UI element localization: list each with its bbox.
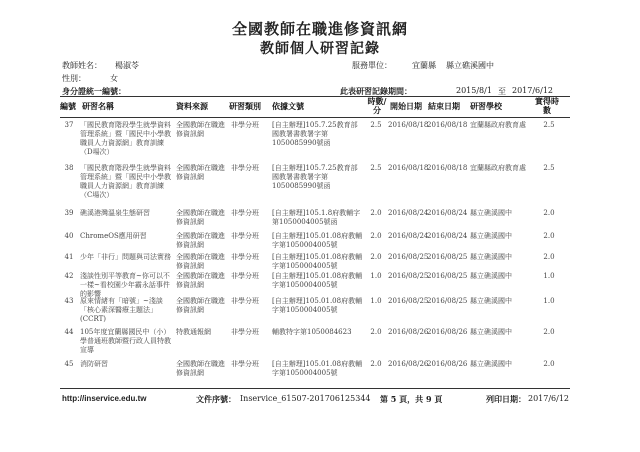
row-end: 2016/08/25 [427, 272, 468, 280]
row-end: 2016/08/25 [427, 297, 468, 305]
row-source: 全國教師在職進修資訊網 [176, 232, 225, 249]
row-hours: 2.0 [370, 253, 382, 261]
period-from: 2015/8/1 [456, 86, 492, 95]
row-category: 非學分班 [231, 232, 259, 240]
row-hours: 2.0 [370, 232, 382, 240]
row-end: 2016/08/24 [427, 209, 468, 217]
row-course: 少年「非行」問題與司法實務 [80, 253, 171, 261]
print-value: 2017/6/12 [528, 394, 570, 403]
row-document: [自主辦理]105.1.8府教輔字第1050004005號函 [272, 209, 361, 226]
row-start: 2016/08/25 [388, 297, 429, 305]
row-hours: 1.0 [370, 297, 382, 305]
row-actual: 2.0 [543, 328, 555, 336]
col-hours: 時數/分 [367, 96, 387, 115]
row-course: 礁溪港灣溫泉生態研習 [80, 209, 150, 217]
page-indicator [380, 394, 442, 405]
page-subtitle: 教師個人研習記錄 [260, 41, 380, 57]
print-label: 列印日期： [486, 394, 526, 404]
row-start: 2016/08/26 [388, 360, 429, 368]
page-mid: 頁，共 [399, 394, 424, 404]
col-category: 研習類別 [229, 101, 261, 111]
col-document: 依據文號 [272, 101, 304, 111]
gender-value: 女 [110, 74, 118, 83]
page-total: 9 [425, 394, 432, 404]
row-hours: 2.0 [370, 360, 382, 368]
unit-school: 縣立礁溪國中 [446, 61, 494, 70]
row-no: 41 [64, 253, 74, 261]
unit-label: 服務單位： [352, 61, 392, 70]
row-source: 特教通報網 [176, 328, 211, 336]
page-current: 5 [390, 394, 397, 404]
footer-url[interactable]: http://inservice.edu.tw [62, 394, 147, 403]
col-school: 研習學校 [470, 101, 502, 111]
row-school: 縣立礁溪國中 [470, 297, 512, 305]
row-course: ChromeOS應用研習 [80, 232, 147, 240]
col-end: 結束日期 [428, 101, 460, 111]
row-hours: 2.5 [370, 164, 382, 172]
row-actual: 2.5 [543, 164, 555, 172]
row-start: 2016/08/25 [388, 272, 429, 280]
row-school: 縣立礁溪國中 [470, 253, 512, 261]
period-to: 2017/6/12 [512, 86, 554, 95]
row-end: 2016/08/25 [427, 253, 468, 261]
row-end: 2016/08/26 [427, 360, 468, 368]
row-hours: 2.0 [370, 209, 382, 217]
row-category: 非學分班 [231, 253, 259, 261]
col-source: 資料來源 [176, 101, 208, 111]
row-no: 37 [64, 121, 74, 129]
row-no: 40 [64, 232, 74, 240]
divider-header [60, 117, 570, 118]
row-document: [自主辦理]105.7.25教育部國教署書教署字第1050085990號函 [272, 164, 358, 190]
divider-top [60, 96, 570, 97]
row-actual: 2.0 [543, 360, 555, 368]
row-actual: 2.0 [543, 253, 555, 261]
row-actual: 2.0 [543, 209, 555, 217]
col-no: 編號 [60, 101, 76, 111]
id-label: 身分證統一編號： [62, 86, 126, 96]
row-no: 44 [64, 328, 74, 336]
row-document: [自主辦理]105.01.08府教輔字第1050004005號 [272, 232, 363, 249]
row-no: 42 [64, 272, 74, 280]
row-school: 宜蘭縣政府教育處 [470, 121, 526, 129]
row-start: 2016/08/26 [388, 328, 429, 336]
row-source: 全國教師在職進修資訊網 [176, 297, 225, 314]
page-prefix: 第 [380, 394, 388, 404]
row-category: 非學分班 [231, 121, 259, 129]
row-hours: 1.0 [370, 272, 382, 280]
row-actual: 1.0 [543, 297, 555, 305]
doc-label: 文件序號： [196, 394, 236, 404]
row-end: 2016/08/18 [427, 121, 468, 129]
table-header [0, 98, 640, 116]
doc-value: Inservice_61507-201706125344 [240, 394, 371, 403]
row-course: 消防研習 [80, 360, 108, 368]
col-actual: 實得時數 [535, 96, 559, 115]
row-course: 原來情緒有「暗號」~淺談「核心素深醫療主題法」(CCRT) [80, 297, 163, 323]
row-document: [自主辦理]105.01.08府教輔字第1050004005號 [272, 272, 363, 289]
row-course: 淺談性別平等教育~你可以不一樣~看校園少年霸永話事件的影響 [80, 272, 170, 298]
row-document: [自主辦理]105.7.25教育部國教署書教署字第1050085990號函 [272, 121, 358, 147]
teacher-name-value: 楊淑苓 [115, 61, 139, 70]
teacher-name-label: 教師姓名： [62, 61, 102, 70]
row-category: 非學分班 [231, 164, 259, 172]
row-category: 非學分班 [231, 272, 259, 280]
row-source: 全國教師在職進修資訊網 [176, 360, 225, 377]
row-course: 「國民教育階段學生就學資料管理系統」暨「國民中小學教職員人力資源網」教育訓練（D場次） [80, 121, 171, 156]
row-category: 非學分班 [231, 328, 259, 336]
row-source: 全國教師在職進修資訊網 [176, 209, 225, 226]
row-source: 全國教師在職進修資訊網 [176, 253, 225, 270]
row-course: 「國民教育階段學生就學資料管理系統」暨「國民中小學教職員人力資源網」教育訓練（C場次） [80, 164, 171, 199]
row-source: 全國教師在職進修資訊網 [176, 121, 225, 138]
row-school: 縣立礁溪國中 [470, 209, 512, 217]
divider-bottom [60, 388, 570, 389]
page-suffix: 頁 [434, 394, 443, 404]
row-no: 38 [64, 164, 74, 172]
row-school: 宜蘭縣政府教育處 [470, 164, 526, 172]
row-actual: 1.0 [543, 272, 555, 280]
row-start: 2016/08/25 [388, 253, 429, 261]
row-school: 縣立礁溪國中 [470, 232, 512, 240]
row-document: [自主辦理]105.01.08府教輔字第1050004005號 [272, 253, 363, 270]
gender-label: 性別： [62, 74, 86, 83]
row-no: 43 [64, 297, 74, 305]
row-source: 全國教師在職進修資訊網 [176, 164, 225, 181]
row-start: 2016/08/18 [388, 164, 429, 172]
row-course: 105年度宜蘭縣國民中（小）學普通班教師暨行政人員特教宣導 [80, 328, 171, 354]
col-course: 研習名稱 [82, 101, 114, 111]
row-start: 2016/08/24 [388, 232, 429, 240]
row-document: [自主辦理]105.01.08府教輔字第1050004005號 [272, 360, 363, 377]
period-label: 此表研習記錄期間： [340, 86, 412, 96]
row-document: 輔教特字第1050084623 [272, 328, 352, 336]
row-end: 2016/08/26 [427, 328, 468, 336]
row-school: 縣立礁溪國中 [470, 328, 512, 336]
row-school: 縣立礁溪國中 [470, 272, 512, 280]
row-hours: 2.0 [370, 328, 382, 336]
row-actual: 2.5 [543, 121, 555, 129]
row-document: [自主辦理]105.01.08府教輔字第1050004005號 [272, 297, 363, 314]
row-actual: 2.0 [543, 232, 555, 240]
page-title: 全國教師在職進修資訊網 [231, 20, 408, 38]
row-no: 39 [64, 209, 74, 217]
row-category: 非學分班 [231, 360, 259, 368]
row-hours: 2.5 [370, 121, 382, 129]
row-source: 全國教師在職進修資訊網 [176, 272, 225, 289]
unit-county: 宜蘭縣 [412, 61, 436, 70]
row-start: 2016/08/18 [388, 121, 429, 129]
row-category: 非學分班 [231, 297, 259, 305]
period-to-label: 至 [498, 87, 506, 96]
row-end: 2016/08/18 [427, 164, 468, 172]
col-start: 開始日期 [390, 101, 422, 111]
row-no: 45 [64, 360, 74, 368]
row-category: 非學分班 [231, 209, 259, 217]
row-end: 2016/08/24 [427, 232, 468, 240]
row-school: 縣立礁溪國中 [470, 360, 512, 368]
row-start: 2016/08/24 [388, 209, 429, 217]
